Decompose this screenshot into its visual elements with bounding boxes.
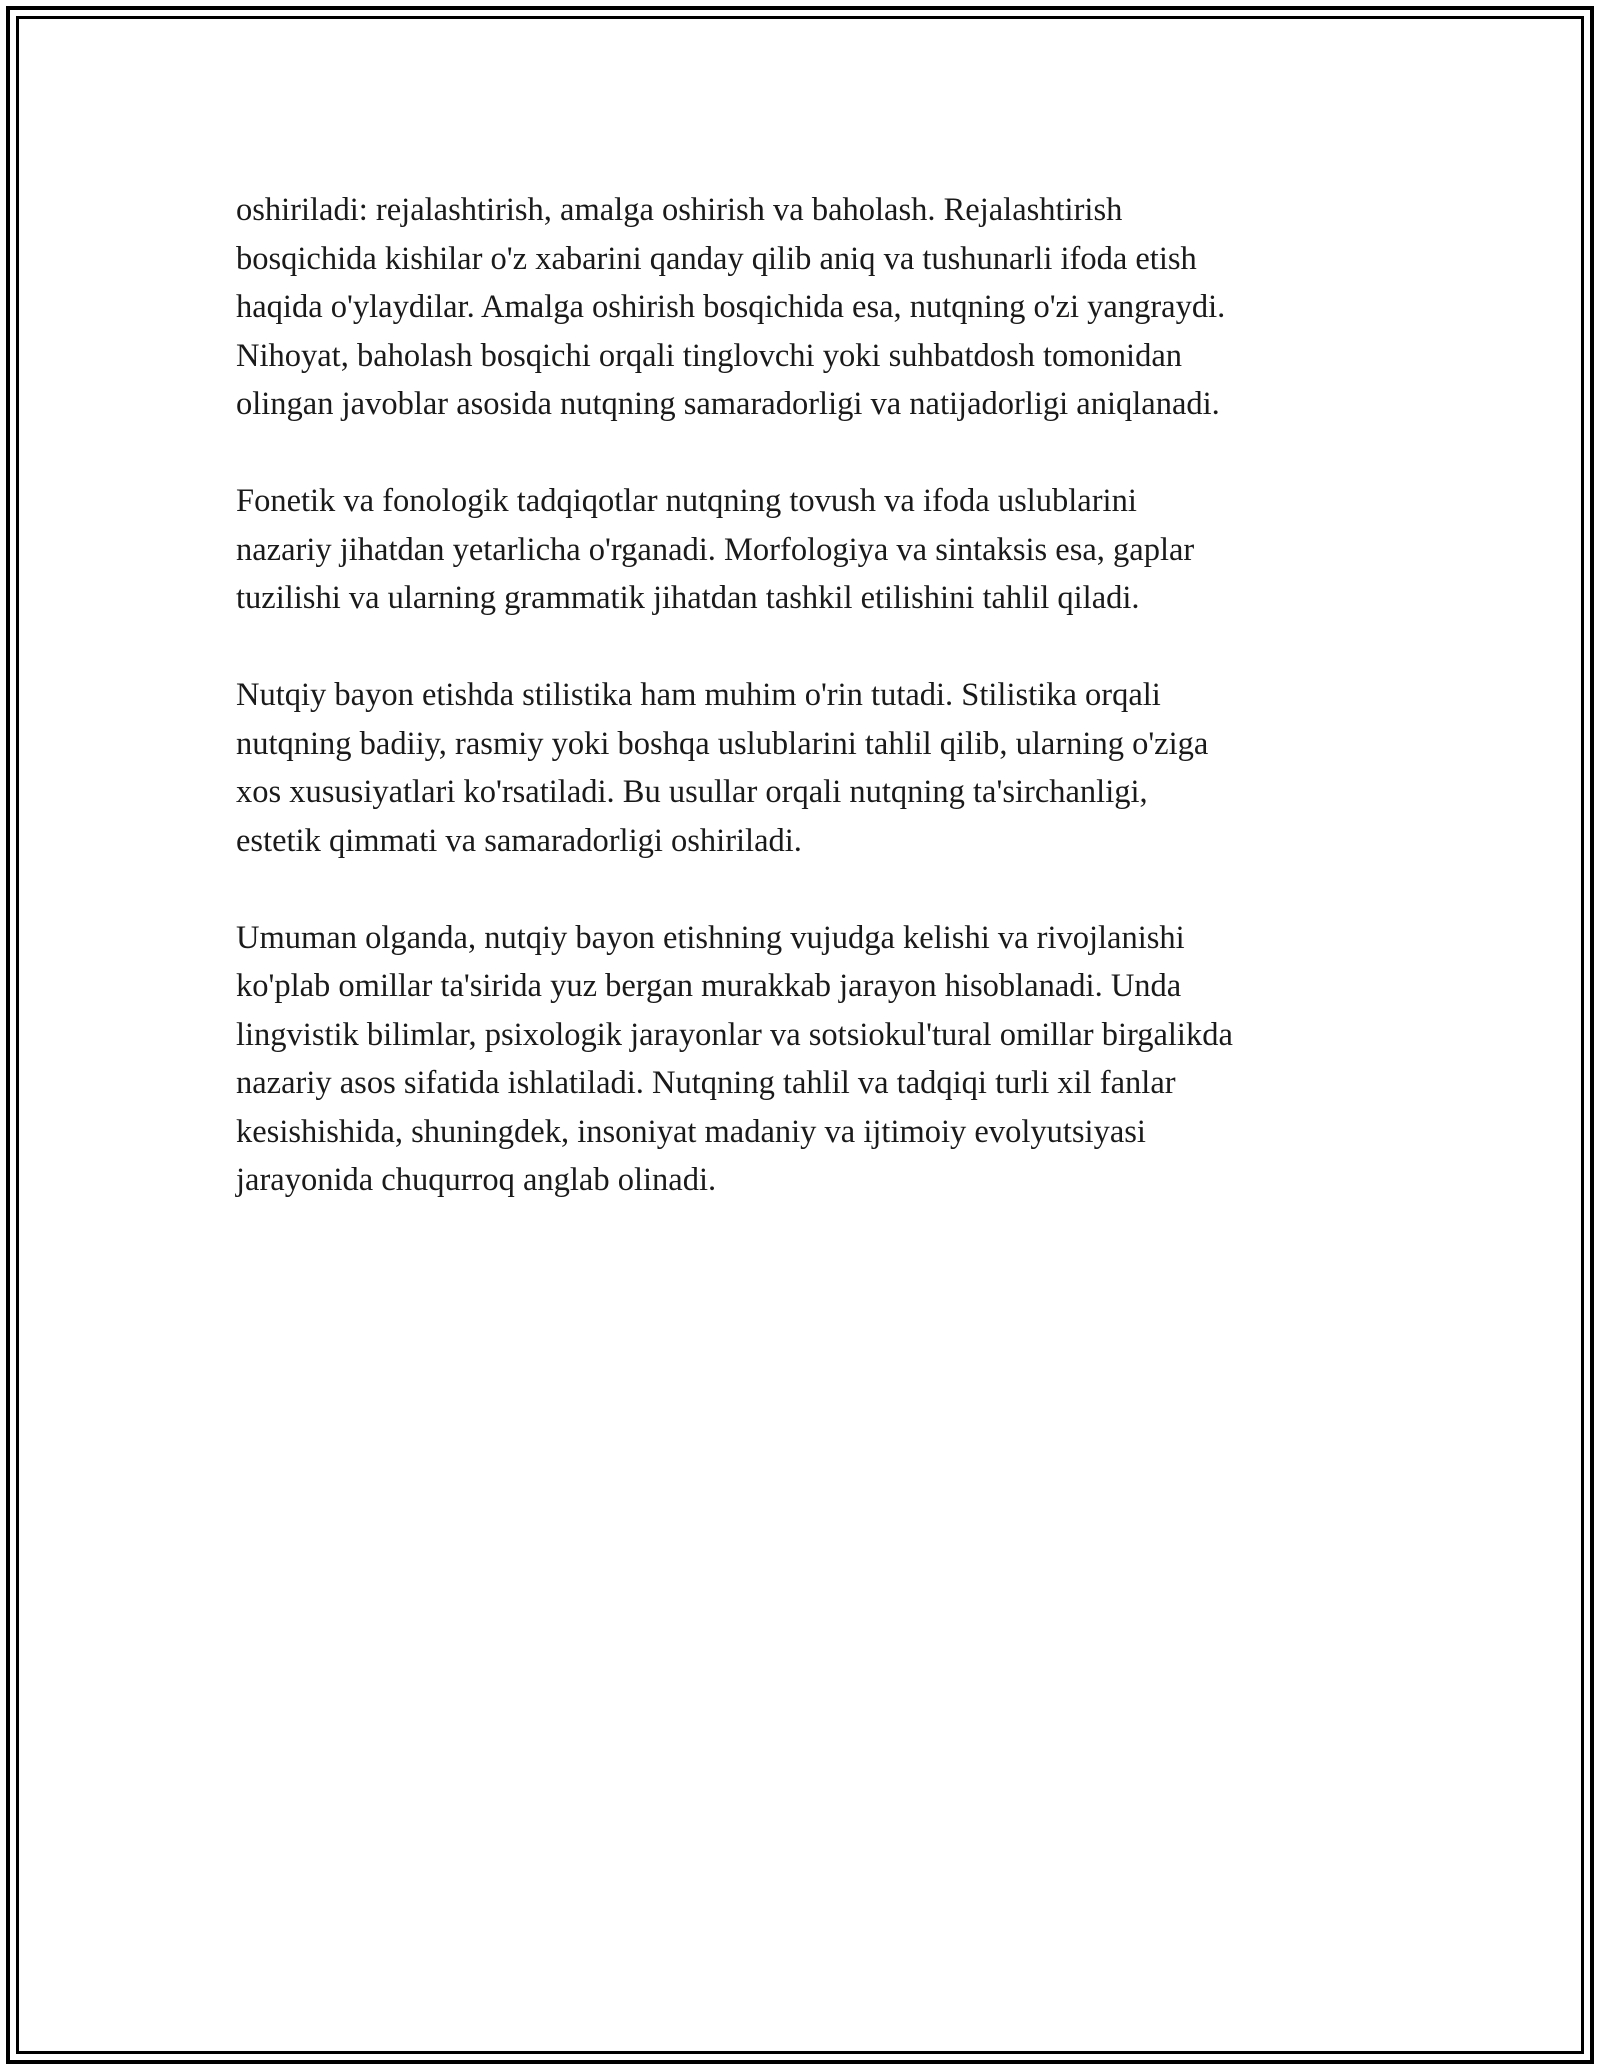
text-line: ko'plab omillar ta'sirida yuz bergan murakkab jarayon hisoblanadi. Unda (236, 968, 1182, 1004)
text-line: xos xususiyatlari ko'rsatiladi. Bu usullar orqali nutqning ta'sirchanligi, (236, 774, 1148, 810)
text-line: olingan javoblar asosida nutqning samaradorligi va natijadorligi aniqlanadi. (236, 386, 1220, 422)
text-line: bosqichida kishilar o'z xabarini qanday qilib aniq va tushunarli ifoda etish (236, 240, 1197, 277)
text-line: Nutqiy bayon etishda stilistika ham muhim o'rin tutadi. Stilistika orqali (236, 677, 1161, 713)
text-line: kesishishida, shuningdek, insoniyat madaniy va ijtimoiy evolyutsiyasi (236, 1113, 1146, 1150)
text-line: tuzilishi va ularning grammatik jihatdan tashkil etilishini tahlil qiladi. (236, 580, 1140, 616)
text-line: Nihoyat, baholash bosqichi orqali tinglovchi yoki suhbatdosh tomonidan (236, 337, 1183, 374)
document-body (236, 186, 1386, 1253)
text-line: Fonetik va fonologik tadqiqotlar nutqning tovush va ifoda uslublarini (236, 483, 1137, 519)
text-line: nazariy jihatdan yetarlicha o'rganadi. Morfologiya va sintaksis esa, gaplar (236, 531, 1195, 568)
text-line: nazariy asos sifatida ishlatiladi. Nutqning tahlil va tadqiqi turli xil fanlar (236, 1065, 1176, 1101)
text-line: estetik qimmati va samaradorligi oshiriladi. (236, 822, 802, 859)
text-line: haqida o'ylaydilar. Amalga oshirish bosqichida esa, nutqning o'zi yangraydi. (236, 289, 1226, 325)
text-line: Umuman olganda, nutqiy bayon etishning vujudga kelishi va rivojlanishi (236, 919, 1185, 956)
text-line: oshiriladi: rejalashtirish, amalga oshirish va baholash. Rejalashtirish (236, 192, 1123, 228)
paragraph-1 (236, 186, 1386, 429)
text-line: lingvistik bilimlar, psixologik jarayonlar va sotsiokul'tural omillar birgalikda (236, 1016, 1233, 1053)
paragraph-2 (236, 477, 1386, 623)
text-line: nutqning badiiy, rasmiy yoki boshqa uslublarini tahlil qilib, ularning o'ziga (236, 725, 1209, 762)
text-line: jarayonida chuqurroq anglab olinadi. (236, 1162, 717, 1198)
paragraph-4 (236, 914, 1386, 1205)
paragraph-3 (236, 671, 1386, 865)
